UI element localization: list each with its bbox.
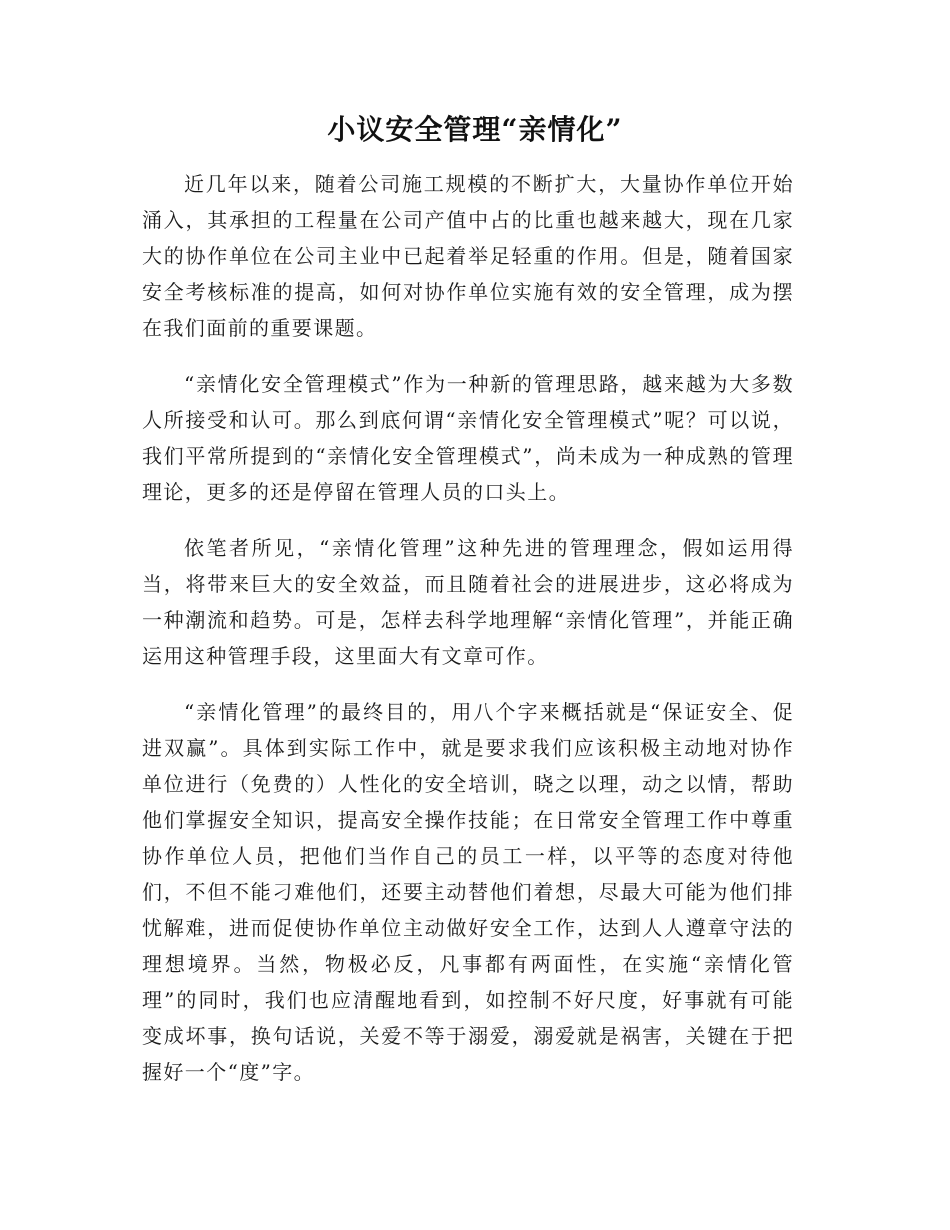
document-title: 小议安全管理“亲情化”	[327, 113, 623, 146]
paragraph-4: “亲情化管理”的最终目的，用八个字来概括就是“保证安全、促进双赢”。具体到实际工作中，就是要求我们应该积极主动地对协作单位进行（免费的）人性化的安全培训，晓之以理，动之以情，帮助他们掌握安全知识，提高安全操作技能；在日常安全管理工作中尊重协作单位人员，把他们当作自己的员工一样，以平等的态度对待他们，不但不能刁难他们，还要主动替他们着想，尽最大可能为他们排忧解难，进而促使协作单位主动做好安全工作，达到人人遵章守法的理想境界。当然，物极必反，凡事都有两面性，在实施“亲情化管理”的同时，我们也应清醒地看到，如控制不好尺度，好事就有可能变成坏事，换句话说，关爱不等于溺爱，溺爱就是祸害，关键在于把握好一个“度”字。	[142, 700, 794, 1084]
paragraph-2: “亲情化安全管理模式”作为一种新的管理思路，越来越为大多数人所接受和认可。那么到底何谓“亲情化安全管理模式”呢？可以说，我们平常所提到的“亲情化安全管理模式”，尚未成为一种成熟的管理理论，更多的还是停留在管理人员的口头上。	[142, 372, 794, 504]
paragraph-1: 近几年以来，随着公司施工规模的不断扩大，大量协作单位开始涌入，其承担的工程量在公司产值中占的比重也越来越大，现在几家大的协作单位在公司主业中已起着举足轻重的作用。但是，随着国家安全考核标准的提高，如何对协作单位实施有效的安全管理，成为摆在我们面前的重要课题。	[142, 172, 794, 340]
paragraph-3: 依笔者所见，“亲情化管理”这种先进的管理理念，假如运用得当，将带来巨大的安全效益，而且随着社会的进展进步，这必将成为一种潮流和趋势。可是，怎样去科学地理解“亲情化管理”，并能正确运用这种管理手段，这里面大有文章可作。	[142, 536, 794, 668]
document-body	[142, 166, 794, 1110]
